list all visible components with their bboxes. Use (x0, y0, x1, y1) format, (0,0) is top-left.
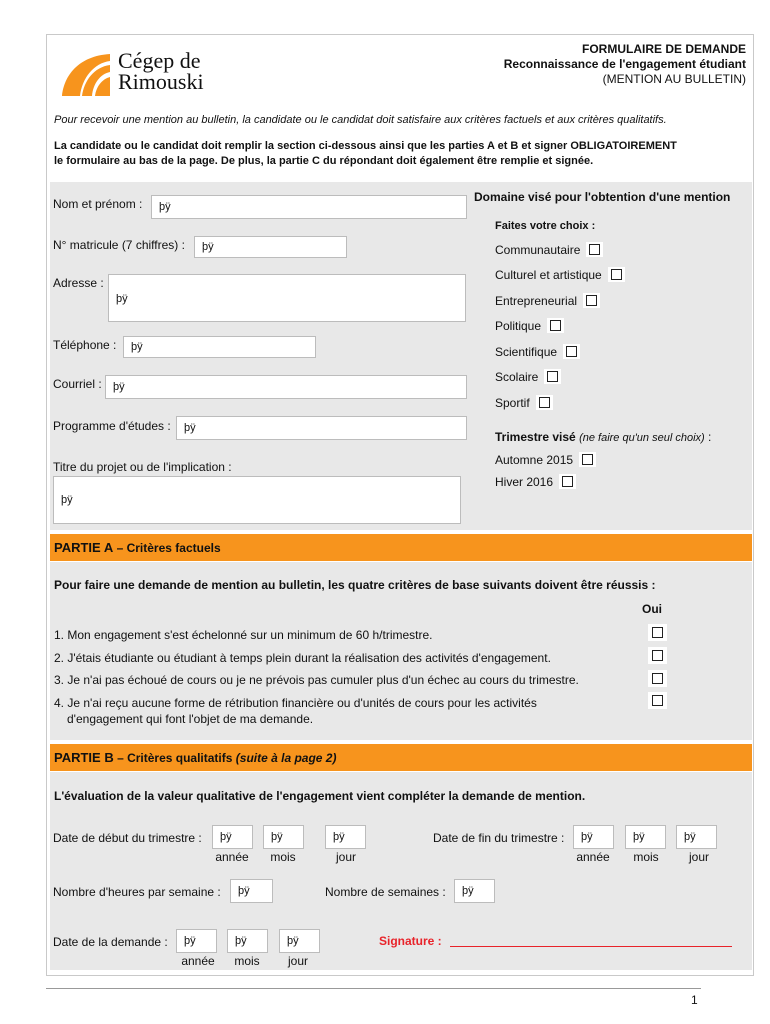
courriel-label: Courriel : (53, 377, 102, 391)
checkbox[interactable] (539, 397, 550, 408)
checkbox[interactable] (652, 627, 663, 638)
domaine-option-sportif[interactable] (495, 395, 553, 410)
form-mention: (MENTION AU BULLETIN) (602, 72, 746, 86)
checkbox[interactable] (582, 454, 593, 465)
criterion-3-checkbox[interactable] (648, 670, 667, 687)
semaines-label: Nombre de semaines : (325, 885, 446, 899)
criterion-1: 1. Mon engagement s'est échelonné sur un minimum de 60 h/trimestre. (54, 628, 433, 642)
domaine-option-label: Culturel et artistique (495, 267, 602, 282)
domaine-option-label: Communautaire (495, 242, 581, 257)
date-debut-mois-label: mois (270, 850, 296, 864)
partie-b-header (50, 744, 752, 771)
date-demande-jour-input[interactable]: þÿ (279, 929, 320, 953)
heures-label: Nombre d'heures par semaine : (53, 885, 221, 899)
domaine-option-scientifique[interactable] (495, 344, 580, 359)
checkbox[interactable] (652, 695, 663, 706)
form-title: FORMULAIRE DE DEMANDE (582, 42, 746, 56)
criterion-4-continued: d'engagement qui font l'objet de ma demande. (67, 712, 314, 726)
required-instructions (54, 139, 744, 169)
trimestre-option-label: Hiver 2016 (495, 474, 554, 489)
partie-a-intro: Pour faire une demande de mention au bulletin, les quatre critères de base suivants doivent être réussis : (54, 578, 656, 592)
semaines-input[interactable]: þÿ (454, 879, 495, 903)
domaine-option-entrepreneurial[interactable] (495, 293, 600, 308)
date-fin-jour-label: jour (688, 850, 709, 864)
date-fin-mois-label: mois (633, 850, 659, 864)
matricule-input[interactable]: þÿ (194, 236, 347, 258)
nom-input[interactable]: þÿ (151, 195, 467, 219)
domaine-option-label: Scientifique (495, 344, 558, 359)
date-debut-jour-label: jour (335, 850, 356, 864)
date-demande-label: Date de la demande : (53, 935, 168, 949)
programme-label: Programme d'études : (53, 419, 171, 433)
checkbox[interactable] (652, 673, 663, 684)
date-demande-annee-input[interactable]: þÿ (176, 929, 217, 953)
trimestre-title (495, 430, 711, 444)
date-fin-label: Date de fin du trimestre : (433, 831, 565, 845)
checkbox[interactable] (547, 371, 558, 382)
partie-b-suite: (suite à la page 2) (235, 750, 337, 765)
checkbox[interactable] (611, 269, 622, 280)
date-demande-jour-label: jour (287, 954, 308, 968)
date-fin-jour-input[interactable]: þÿ (676, 825, 717, 849)
partie-a-title: – Critères factuels (116, 540, 221, 555)
date-demande-annee-label: année (181, 954, 215, 968)
oui-label: Oui (642, 602, 662, 616)
date-demande-mois-label: mois (234, 954, 260, 968)
titre-label: Titre du projet ou de l'implication : (53, 460, 232, 474)
logo-wordmark (118, 50, 204, 92)
logo-line-1: Cégep de (118, 48, 201, 73)
adresse-input[interactable]: þÿ (108, 274, 466, 322)
signature-label: Signature : (379, 934, 442, 948)
date-debut-label: Date de début du trimestre : (53, 831, 202, 845)
checkbox[interactable] (586, 295, 597, 306)
date-debut-annee-input[interactable]: þÿ (212, 825, 253, 849)
choix-title: Faites votre choix : (495, 220, 596, 232)
heures-input[interactable]: þÿ (230, 879, 273, 903)
checkbox[interactable] (589, 244, 600, 255)
criterion-4-checkbox[interactable] (648, 692, 667, 709)
domaine-option-politique[interactable] (495, 318, 564, 333)
trimestre-option-hiver[interactable] (495, 474, 576, 489)
trimestre-colon: : (708, 430, 712, 444)
checkbox[interactable] (562, 476, 573, 487)
date-demande-mois-input[interactable]: þÿ (227, 929, 268, 953)
date-fin-annee-input[interactable]: þÿ (573, 825, 614, 849)
form-heading (504, 42, 746, 87)
logo-line-2: Rimouski (118, 69, 204, 94)
domaine-option-label: Scolaire (495, 369, 539, 384)
trimestre-title-text: Trimestre visé (495, 430, 576, 444)
date-debut-jour-input[interactable]: þÿ (325, 825, 366, 849)
logo-road-icon (60, 48, 116, 98)
telephone-input[interactable]: þÿ (123, 336, 316, 358)
criterion-1-checkbox[interactable] (648, 624, 667, 641)
courriel-input[interactable]: þÿ (105, 375, 467, 399)
checkbox[interactable] (550, 320, 561, 331)
trimestre-option-label: Automne 2015 (495, 452, 574, 467)
matricule-label: N° matricule (7 chiffres) : (53, 238, 185, 252)
domaine-option-scolaire[interactable] (495, 369, 561, 384)
telephone-label: Téléphone : (53, 338, 117, 352)
form-subtitle: Reconnaissance de l'engagement étudiant (503, 57, 746, 71)
domaine-title: Domaine visé pour l'obtention d'une mention (474, 190, 731, 204)
evaluation-text: L'évaluation de la valeur qualitative de l'engagement vient compléter la demande de mention. (54, 789, 586, 803)
date-debut-annee-label: année (215, 850, 249, 864)
footer-divider (46, 988, 701, 989)
partie-b-name: PARTIE B (54, 750, 114, 765)
cegep-logo (60, 48, 230, 100)
checkbox[interactable] (652, 650, 663, 661)
domaine-option-label: Entrepreneurial (495, 293, 578, 308)
required-line-1: La candidate ou le candidat doit remplir la section ci-dessous ainsi que les parties A et B et signer OBLIGATOIREMENT (54, 140, 677, 152)
adresse-label: Adresse : (53, 276, 104, 290)
signature-line[interactable] (450, 946, 732, 947)
titre-input[interactable]: þÿ (53, 476, 461, 524)
trimestre-note: (ne faire qu'un seul choix) (579, 432, 705, 444)
domaine-option-label: Politique (495, 318, 542, 333)
criterion-4: 4. Je n'ai reçu aucune forme de rétribution financière ou d'unités de cours pour les activités (54, 696, 537, 710)
required-line-2: le formulaire au bas de la page. De plus, la partie C du répondant doit également être remplie et signée. (54, 155, 594, 167)
domaine-option-culturel[interactable] (495, 267, 625, 282)
page-number: 1 (691, 993, 698, 1007)
programme-input[interactable]: þÿ (176, 416, 467, 440)
intro-text: Pour recevoir une mention au bulletin, la candidate ou le candidat doit satisfaire aux critères factuels et aux critères qualitatifs. (54, 114, 667, 126)
criterion-2-checkbox[interactable] (648, 647, 667, 664)
checkbox[interactable] (566, 346, 577, 357)
trimestre-option-automne[interactable] (495, 452, 596, 467)
partie-a-header (50, 534, 752, 561)
criterion-2: 2. J'étais étudiante ou étudiant à temps plein durant la réalisation des activités d'engagement. (54, 651, 551, 665)
domaine-option-label: Sportif (495, 395, 530, 410)
criterion-3: 3. Je n'ai pas échoué de cours ou je ne prévois pas cumuler plus d'un échec au cours du trimestre. (54, 673, 579, 687)
date-fin-annee-label: année (576, 850, 610, 864)
domaine-option-communautaire[interactable] (495, 242, 603, 257)
partie-a-name: PARTIE A (54, 540, 114, 555)
partie-b-title: – Critères qualitatifs (117, 750, 233, 765)
date-debut-mois-input[interactable]: þÿ (263, 825, 304, 849)
date-fin-mois-input[interactable]: þÿ (625, 825, 666, 849)
nom-label: Nom et prénom : (53, 197, 143, 211)
